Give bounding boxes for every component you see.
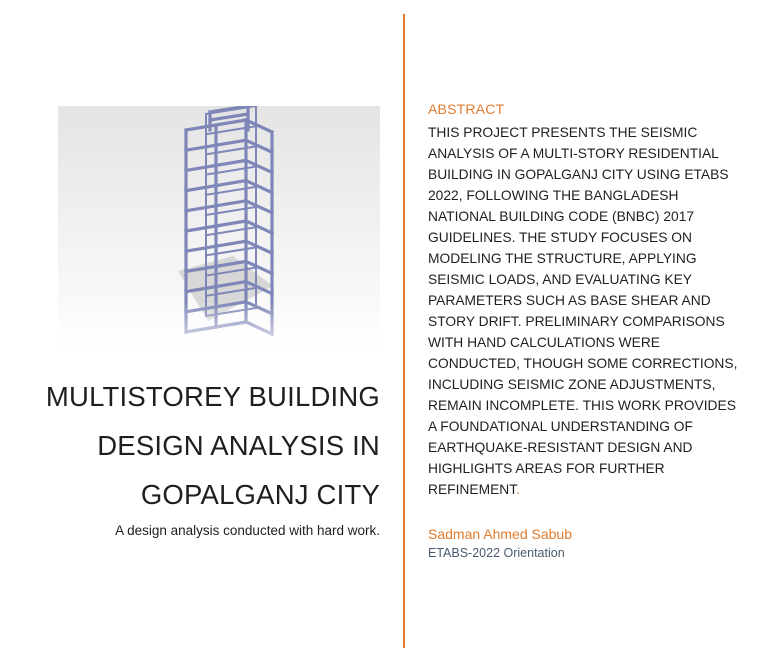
abstract-line: HIGHLIGHTS AREAS FOR FURTHER (428, 461, 665, 476)
author-tagline: ETABS-2022 Orientation (428, 546, 565, 560)
abstract-line: BUILDING IN GOPALGANJ CITY USING ETABS (428, 167, 729, 182)
abstract-line: NATIONAL BUILDING CODE (BNBC) 2017 (428, 209, 695, 224)
building-frame-image (58, 106, 380, 360)
author-name: Sadman Ahmed Sabub (428, 526, 572, 542)
abstract-last-line (428, 479, 768, 500)
document-subtitle: A design analysis conducted with hard work. (115, 523, 380, 538)
abstract-line: GUIDELINES. THE STUDY FOCUSES ON (428, 230, 692, 245)
abstract-end-punctuation: . (516, 482, 520, 497)
abstract-line: REMAIN INCOMPLETE. THIS WORK PROVIDES (428, 398, 736, 413)
abstract-line: PARAMETERS SUCH AS BASE SHEAR AND (428, 293, 711, 308)
abstract-line: STORY DRIFT. PRELIMINARY COMPARISONS (428, 314, 725, 329)
abstract-line: SEISMIC LOADS, AND EVALUATING KEY (428, 272, 692, 287)
title-line-3: GOPALGANJ CITY (140, 479, 380, 510)
abstract-line: MODELING THE STRUCTURE, APPLYING (428, 251, 697, 266)
abstract-line: INCLUDING SEISMIC ZONE ADJUSTMENTS, (428, 377, 716, 392)
abstract-line: THIS PROJECT PRESENTS THE SEISMIC (428, 125, 698, 140)
abstract-line: WITH HAND CALCULATIONS WERE (428, 335, 661, 350)
title-line-2: DESIGN ANALYSIS IN (97, 430, 380, 461)
abstract-line: CONDUCTED, THOUGH SOME CORRECTIONS, (428, 356, 738, 371)
abstract-heading: ABSTRACT (428, 101, 505, 117)
abstract-line: EARTHQUAKE-RESISTANT DESIGN AND (428, 440, 693, 455)
abstract-line: 2022, FOLLOWING THE BANGLADESH (428, 188, 679, 203)
abstract-last-line-text: REFINEMENT (428, 482, 517, 497)
abstract-body (428, 122, 768, 500)
abstract-line: A FOUNDATIONAL UNDERSTANDING OF (428, 419, 693, 434)
column-divider (403, 14, 405, 648)
title-line-1: MULTISTOREY BUILDING (45, 381, 380, 412)
document-title (40, 372, 380, 519)
building-frame-illustration (58, 106, 380, 360)
abstract-line: ANALYSIS OF A MULTI-STORY RESIDENTIAL (428, 146, 719, 161)
